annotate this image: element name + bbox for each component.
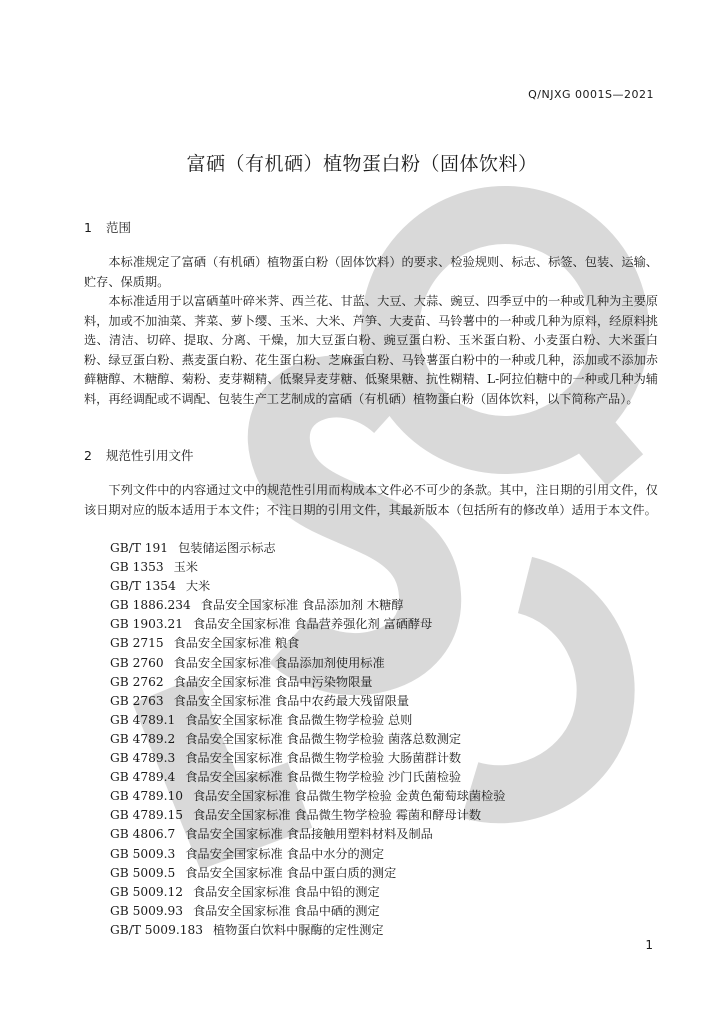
reference-code: GB/T 191: [110, 541, 169, 555]
reference-title: 食品安全国家标准 食品接触用塑料材料及制品: [185, 827, 433, 842]
section-title: 规范性引用文件: [106, 448, 194, 463]
reference-item: [110, 768, 505, 787]
reference-item: [110, 711, 505, 730]
reference-item: [110, 749, 505, 768]
reference-code: GB 5009.5: [110, 865, 176, 880]
reference-code: GB 2762: [110, 674, 164, 689]
reference-item: [110, 787, 505, 806]
reference-title: 食品安全国家标准 粮食: [173, 636, 300, 651]
reference-title: 食品安全国家标准 食品微生物学检验 霉菌和酵母计数: [192, 808, 482, 823]
reference-code: GB 2763: [110, 693, 164, 708]
reference-title: 食品安全国家标准 食品添加剂使用标准: [173, 655, 385, 670]
reference-title: 食品安全国家标准 食品中硒的测定: [192, 903, 380, 918]
reference-title: 大米: [185, 579, 211, 594]
section-heading-scope: [84, 218, 131, 236]
reference-list: [110, 539, 505, 940]
reference-title: 食品安全国家标准 食品营养强化剂 富硒酵母: [192, 617, 433, 632]
reference-code: GB 4789.1: [110, 712, 176, 727]
section-number: 2: [84, 448, 92, 463]
reference-item: [110, 673, 505, 692]
reference-title: 玉米: [173, 560, 198, 575]
reference-item: [110, 654, 505, 673]
reference-code: GB 5009.3: [110, 846, 176, 861]
reference-code: GB 1903.21: [110, 617, 183, 632]
reference-item: [110, 596, 505, 615]
reference-item: [110, 806, 505, 825]
reference-item: [110, 845, 505, 864]
reference-title: 食品安全国家标准 食品中水分的测定: [185, 846, 385, 861]
reference-code: GB 4789.15: [110, 808, 183, 823]
reference-code: GB 4789.4: [110, 770, 176, 785]
reference-code: GB 5009.12: [110, 884, 183, 899]
reference-code: GB 2760: [110, 655, 164, 670]
reference-code: GB 4789.10: [110, 789, 183, 804]
reference-title: 植物蛋白饮料中脲酶的定性测定: [212, 922, 384, 937]
reference-title: 食品安全国家标准 食品添加剂 木糖醇: [200, 598, 404, 613]
reference-title: 食品安全国家标准 食品中蛋白质的测定: [185, 865, 397, 880]
reference-code: GB 4789.3: [110, 751, 176, 766]
reference-title: 包装储运图示标志: [178, 541, 276, 555]
reference-code: GB 1353: [110, 560, 164, 575]
reference-item: [110, 730, 505, 749]
reference-item: [110, 921, 505, 940]
reference-item: [110, 883, 505, 902]
page-number: 1: [645, 938, 653, 952]
reference-code: GB/T 1354: [110, 579, 176, 594]
reference-item: [110, 577, 505, 596]
reference-item: [110, 902, 505, 921]
reference-code: GB 4806.7: [110, 827, 176, 842]
reference-title: 食品安全国家标准 食品中污染物限量: [173, 674, 373, 689]
reference-title: 食品安全国家标准 食品微生物学检验 菌落总数测定: [185, 731, 462, 746]
reference-title: 食品安全国家标准 食品微生物学检验 大肠菌群计数: [185, 751, 462, 766]
reference-item: [110, 825, 505, 844]
reference-code: GB 2715: [110, 636, 164, 651]
section-heading-normative-references: [84, 446, 194, 464]
reference-item: [110, 864, 505, 883]
reference-item: [110, 634, 505, 653]
reference-code: GB 1886.234: [110, 598, 191, 613]
reference-item: [110, 558, 505, 577]
reference-item: [110, 615, 505, 634]
reference-title: 食品安全国家标准 食品中农药最大残留限量: [173, 693, 410, 708]
section-title: 范围: [106, 220, 132, 235]
reference-code: GB/T 5009.183: [110, 922, 203, 937]
reference-code: GB 5009.93: [110, 903, 183, 918]
reference-title: 食品安全国家标准 食品微生物学检验 总则: [185, 712, 413, 727]
reference-item: [110, 692, 505, 711]
references-intro-paragraph: 下列文件中的内容通过文中的规范性引用而构成本文件必不可少的条款。其中，注日期的引用文件，仅该日期对应的版本适用于本文件；不注日期的引用文件，其最新版本（包括所有的修改单）适用于本文件。: [84, 483, 658, 517]
document-title: 富硒（有机硒）植物蛋白粉（固体饮料）: [186, 153, 538, 175]
reference-item: [110, 539, 505, 558]
reference-code: GB 4789.2: [110, 731, 176, 746]
section-number: 1: [84, 220, 92, 235]
reference-title: 食品安全国家标准 食品中铅的测定: [192, 884, 380, 899]
scope-paragraph-1: 本标准规定了富硒（有机硒）植物蛋白粉（固体饮料）的要求、检验规则、标志、标签、包装、运输、贮存、保质期。: [84, 255, 658, 289]
standard-code: Q/NJXG 0001S—2021: [528, 88, 654, 101]
reference-title: 食品安全国家标准 食品微生物学检验 沙门氏菌检验: [185, 770, 462, 785]
reference-title: 食品安全国家标准 食品微生物学检验 金黄色葡萄球菌检验: [192, 789, 506, 804]
scope-paragraph-2: 本标准适用于以富硒堇叶碎米荠、西兰花、甘蓝、大豆、大蒜、豌豆、四季豆中的一种或几种为主要原料，加或不加油菜、荠菜、萝卜缨、玉米、大米、芦笋、大麦苗、马铃薯中的一种或几种为原料，经原料挑选、清洁、切碎、提取、分离、干燥，加大豆蛋白粉、豌豆蛋白粉、玉米蛋白粉、小麦蛋白粉、大米蛋白粉、绿豆蛋白粉、燕麦蛋白粉、花生蛋白粉、芝麻蛋白粉、马铃薯蛋白粉中的一种或几种，添加或不添加赤藓糖醇、木糖醇、菊粉、麦芽糊精、低聚异麦芽糖、低聚果糖、抗性糊精、L-阿拉伯糖中的一种或几种为辅料，再经调配或不调配、包装生产工艺制成的富硒（有机硒）植物蛋白粉（固体饮料，以下简称产品）。: [84, 294, 658, 406]
